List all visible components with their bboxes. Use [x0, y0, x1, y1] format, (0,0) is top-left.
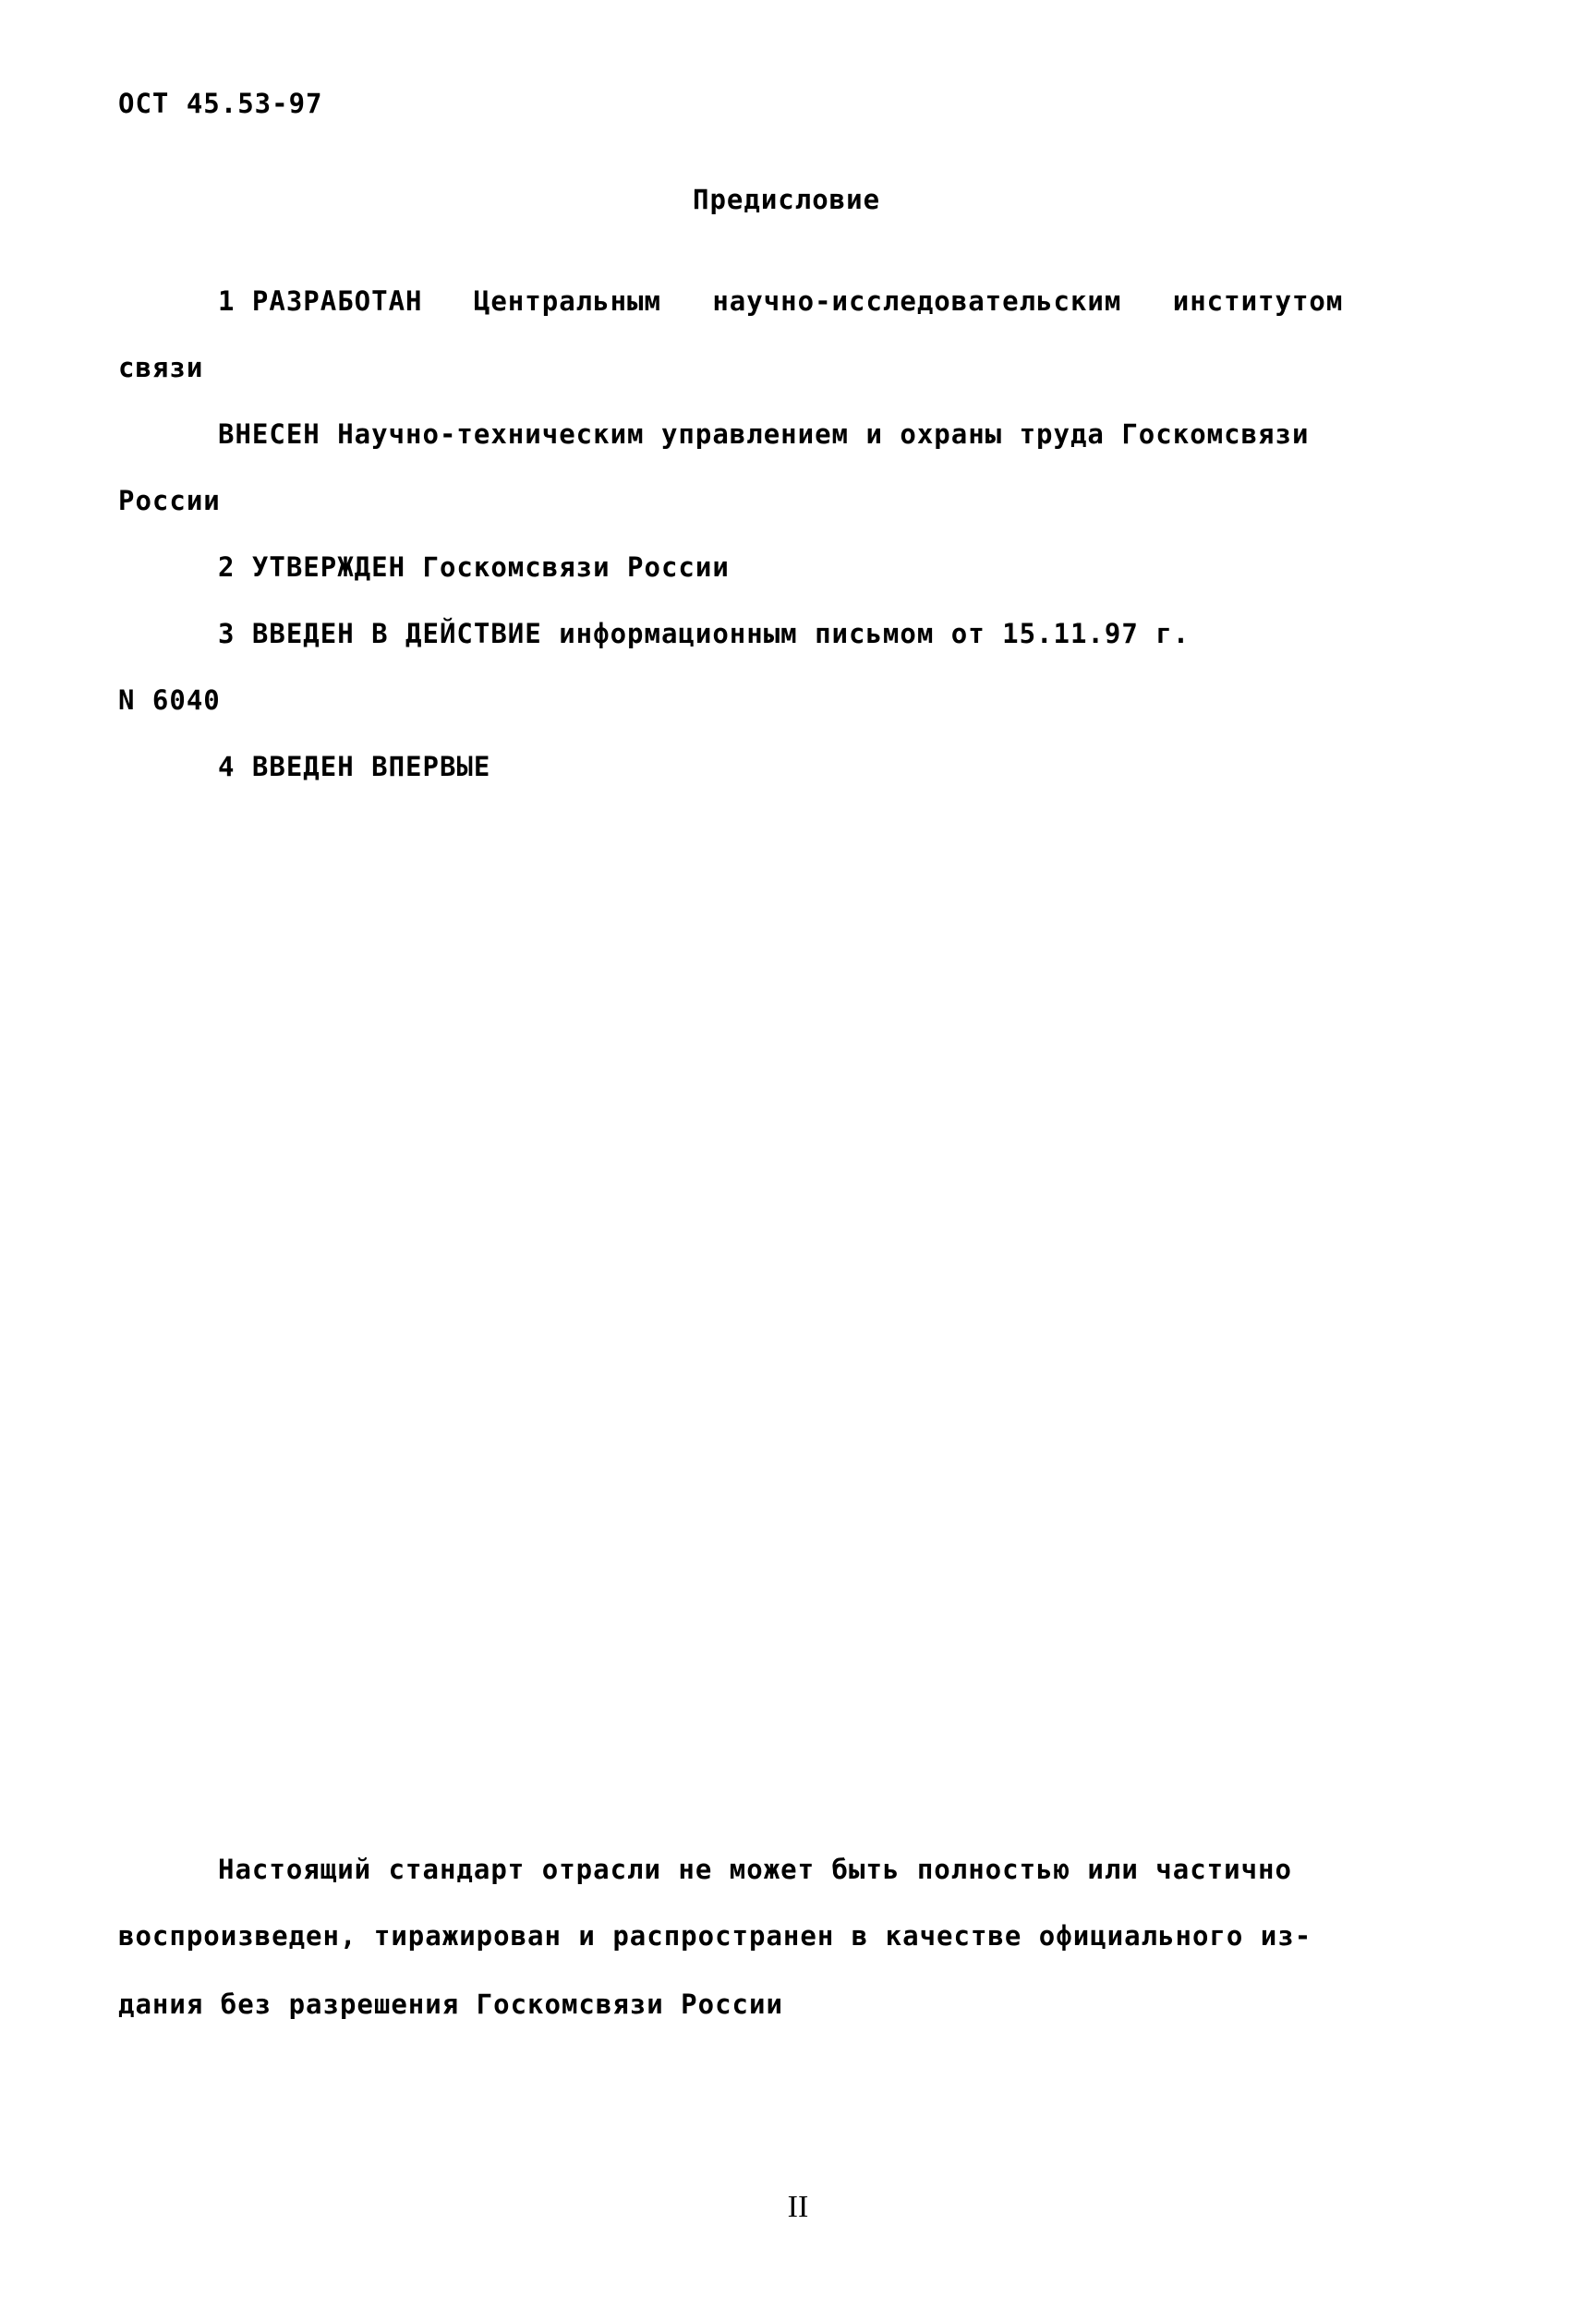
notice-line: Настоящий стандарт отрасли не может быть полностью или частично — [218, 1854, 1292, 1885]
foreword-line-submitted: ВНЕСЕН Научно-техническим управлением и охраны труда Госкомсвязи — [218, 418, 1310, 450]
foreword-line-submitted-cont: России — [118, 485, 221, 516]
page-number: II — [787, 2190, 809, 2224]
foreword-heading: Предисловие — [693, 184, 881, 215]
foreword-line-effective-cont: N 6040 — [118, 684, 221, 716]
notice-line: дания без разрешения Госкомсвязи России — [118, 1989, 783, 2020]
foreword-line-developed: 1 РАЗРАБОТАН Центральным научно-исследовательским институтом — [218, 285, 1344, 317]
foreword-line-effective: 3 ВВЕДЕН В ДЕЙСТВИЕ информационным письмом от 15.11.97 г. — [218, 618, 1191, 649]
foreword-line-developed-cont: связи — [118, 352, 204, 383]
document-code: ОСТ 45.53-97 — [118, 88, 323, 119]
foreword-line-first-introduced: 4 ВВЕДЕН ВПЕРВЫЕ — [218, 751, 491, 782]
notice-line: воспроизведен, тиражирован и распространен в качестве официального из- — [118, 1920, 1312, 1952]
foreword-line-approved: 2 УТВЕРЖДЕН Госкомсвязи России — [218, 551, 730, 583]
